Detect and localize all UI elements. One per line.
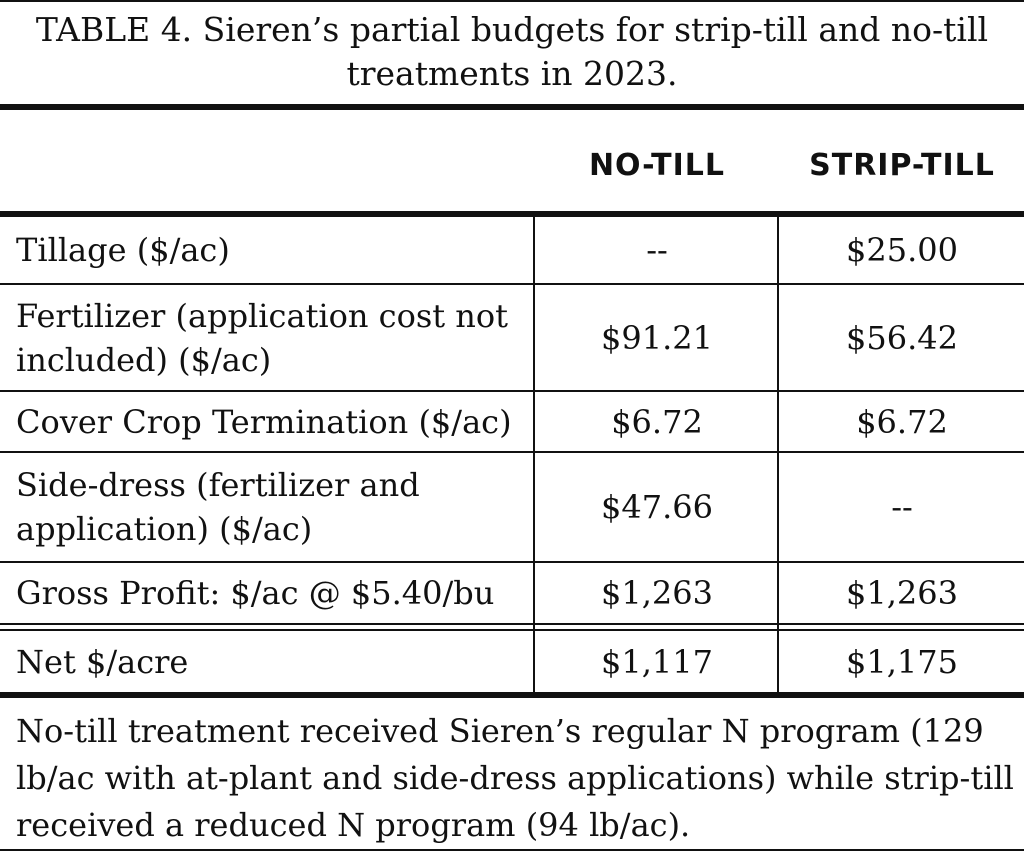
cell-net-strip-till: $1,175: [846, 642, 958, 681]
double-rule-upper: [0, 623, 1024, 625]
table-caption: TABLE 4. Sieren’s partial budgets for strip-till and no-till treatments in 2023.: [35, 10, 989, 93]
row-label-tillage: Tillage ($/ac): [16, 231, 230, 269]
cell-gross-profit-no-till: $1,263: [601, 574, 713, 612]
caption-rule: [0, 104, 1024, 110]
cell-tillage-strip-till: $25.00: [846, 231, 958, 269]
row-label-side-dress: Side-dress (fertilizer and application) ($/ac): [16, 466, 420, 548]
column-header-no-till: NO-TILL: [588, 147, 726, 183]
table-footnote: No-till treatment received Sieren’s regular N program (129 lb/ac with at-plant and side-dress applications) while strip-till received a reduced N program (94 lb/ac).: [16, 712, 1014, 844]
table-bottom-rule: [0, 692, 1024, 698]
cell-fertilizer-strip-till: $56.42: [846, 318, 958, 357]
cell-side-dress-strip-till: --: [891, 488, 913, 526]
row-label-gross-profit: Gross Profit: $/ac @ $5.40/bu: [16, 574, 495, 612]
row-label-net: Net $/acre: [16, 642, 189, 681]
column-header-strip-till: STRIP-TILL: [809, 147, 995, 183]
cell-cover-crop-strip-till: $6.72: [856, 402, 948, 441]
cell-side-dress-no-till: $47.66: [601, 488, 713, 526]
cell-gross-profit-strip-till: $1,263: [846, 574, 958, 612]
cell-cover-crop-no-till: $6.72: [611, 402, 703, 441]
row-label-fertilizer: Fertilizer (application cost not included) ($/ac): [16, 296, 509, 379]
row-label-cover-crop-termination: Cover Crop Termination ($/ac): [16, 402, 512, 441]
column-divider: [533, 217, 535, 692]
cell-fertilizer-no-till: $91.21: [601, 318, 713, 357]
top-border: [0, 0, 1024, 2]
cell-tillage-no-till: --: [646, 231, 668, 269]
cell-net-no-till: $1,117: [601, 642, 713, 681]
